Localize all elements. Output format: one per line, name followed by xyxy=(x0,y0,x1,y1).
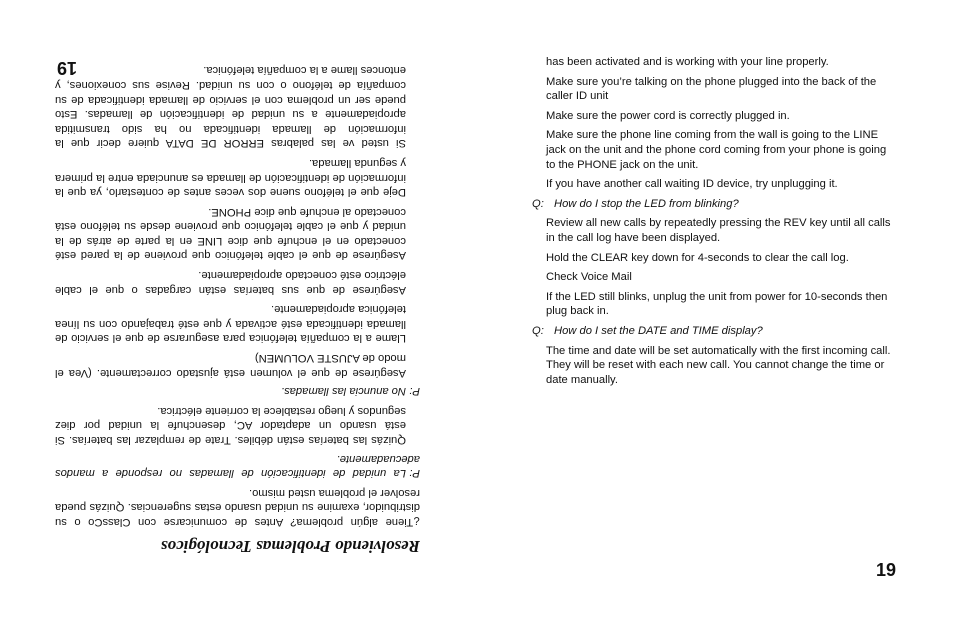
spanish-answer: Llame a la compañía telefónica para asegurarse de que el servicio de llamada identificada esté activada y que esté trabajando con su línea telefónica apropiadamente. xyxy=(55,303,406,345)
english-question-2 xyxy=(532,324,898,339)
spanish-answer: Si usted ve las palabras ERROR DE DATA quiere decir que la información de llamada identificada no ha sido transmitida apropiadamente a su unidad de identificación de llamadas. Esto puede ser un problema con el servicio de llamada identificada de su compañía de teléfono o con su unidad. Revise sus conexiones, y entonces llame a la compañía telefónica. xyxy=(55,64,406,150)
english-paragraph: Make sure the phone line coming from the wall is going to the LINE jack on the unit and the phone cord coming from your phone is going to the PHONE jack on the unit. xyxy=(546,129,887,171)
spanish-question-2 xyxy=(55,384,420,399)
question-label: P: xyxy=(409,467,420,480)
question-text: No anuncia las llamadas. xyxy=(281,385,406,398)
question-text: La unidad de identificación de llamadas no responde a mandos adecuadamente. xyxy=(55,452,420,480)
english-paragraph: Make sure you’re talking on the phone plugged into the back of the caller ID unit xyxy=(546,75,877,103)
spanish-answer: Deje que el teléfono suene dos veces antes de contestarlo, ya que la información de identificación de llamada es anunciada entre la primera y segunda llamada. xyxy=(55,156,406,199)
spanish-page-number: 19 xyxy=(56,58,77,78)
english-body xyxy=(532,55,898,392)
english-question-1 xyxy=(532,197,898,212)
question-label: Q: xyxy=(532,197,544,210)
question-text: How do I stop the LED from blinking? xyxy=(554,197,739,210)
english-answer: Review all new calls by repeatedly pressing the REV key until all calls in the call log have been displayed. xyxy=(546,217,891,244)
english-answer: The time and date will be set automatically with the first incoming call. They will be reset with each new call. You cannot change the time or date manually. xyxy=(546,344,891,386)
english-paragraph: If you have another call waiting ID device, try unplugging it. xyxy=(546,178,838,191)
spanish-answer: Quizás las baterías están débiles. Trate de remplazar las baterías. Si está usando un adaptador AC, desenchufe la unidad por diez segundos y luego restablece la corriente eléctrica. xyxy=(55,404,406,447)
spanish-answer: Asegúrese de que el volumen está ajustado correctamente. (Vea el modo de AJUSTE VOLUMEN) xyxy=(55,352,406,379)
question-text: How do I set the DATE and TIME display? xyxy=(554,324,763,337)
spanish-body xyxy=(55,58,420,529)
english-page xyxy=(477,0,954,618)
english-answer: If the LED still blinks, unplug the unit from power for 10-seconds then plug back in. xyxy=(546,290,888,318)
english-paragraph: has been activated and is working with your line properly. xyxy=(546,56,829,68)
spanish-answer: Asegúrese de que sus baterías están cargadas o que el cable eléctrico esté conectado apropiadamente. xyxy=(55,269,406,296)
spanish-answer: Asegúrese de que el cable telefónico que proviene de la pared esté conectado en el enchufe que dice LINE en la parte de atrás de la unidad y que el cable telefónico que proviene desde su teléfono está conectado al enchufe que dice PHONE. xyxy=(55,205,406,262)
spanish-question-1 xyxy=(55,451,420,480)
english-paragraph: Make sure the power cord is correctly plugged in. xyxy=(546,109,790,122)
question-label: P: xyxy=(409,385,420,398)
question-label: Q: xyxy=(532,324,544,337)
spanish-intro: ¿Tiene algún problema? Antes de comunicarse con ClassCo o su distribuidor, examine su unidad usando estas sugerencias. Quizás pueda resolver el problema usted mismo. xyxy=(55,486,420,528)
english-page-number: 19 xyxy=(876,560,897,580)
english-answer: Check Voice Mail xyxy=(546,271,632,284)
english-answer: Hold the CLEAR key down for 4-seconds to clear the call log. xyxy=(546,251,849,264)
spanish-section-title: Resolviendo Problemas Tecnológicos xyxy=(160,537,420,556)
